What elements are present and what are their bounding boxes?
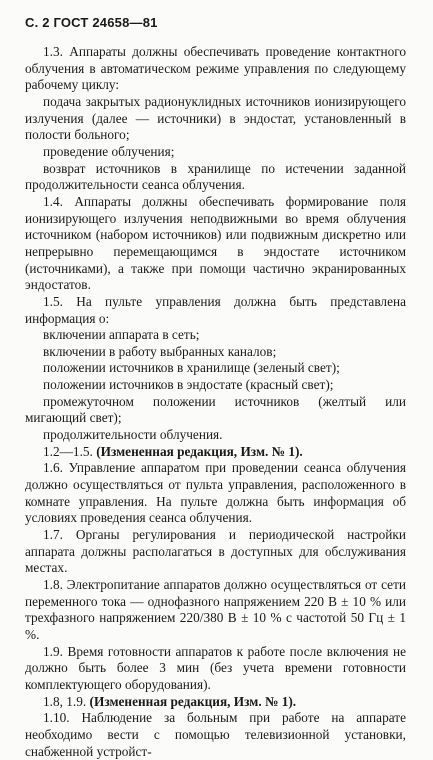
amendment-note-2	[25, 694, 406, 711]
paragraph-cycle-step-2: проведение облучения;	[43, 143, 175, 159]
paragraph-info-1: включении аппарата в сеть;	[43, 327, 200, 343]
paragraph-1-4: 1.4. Аппараты должны обеспечивать формирование поля ионизирующего излучения неподвижными во время облучения источником (набором источников) или подвижным дискретно или непрерывно перемещающимся в эндостате источником (источниками), а также при помощи частично экранированных эндостатов.	[25, 193, 406, 293]
page-header: С. 2 ГОСТ 24658—81	[25, 15, 158, 30]
amendment-range: 1.8, 1.9.	[43, 693, 90, 709]
paragraph-info-4: положении источников в эндостате (красный свет);	[43, 377, 334, 393]
paragraph-1-3: 1.3. Аппараты должны обеспечивать проведение контактного облучения в автоматическом режиме управления по следующему рабочему циклу:	[25, 44, 406, 93]
paragraph-1-10: 1.10. Наблюдение за больным при работе на аппарате необходимо вести с помощью телевизионной установки, снабженной устройст-	[25, 710, 406, 759]
paragraph-info-6: продолжительности облучения.	[43, 427, 223, 443]
amendment-label: (Измененная редакция, Изм. № 1).	[89, 693, 297, 709]
amendment-note-2-text	[43, 694, 296, 709]
paragraph-cycle-step-1: подача закрытых радионуклидных источников ионизирующего излучения (далее — источники) в эндостат, установленный в полости больного;	[25, 93, 406, 143]
paragraph-info-2: включении в работу выбранных каналов;	[43, 343, 277, 359]
paragraph-1-6: 1.6. Управление аппаратом при проведении сеанса облучения должно осуществляться от пульта управления, расположенного в комнате управления. На пульте должна быть информация об условиях проведения сеанса облучения.	[25, 460, 406, 526]
paragraph-1-5: 1.5. На пульте управления должна быть представлена информация о:	[25, 293, 406, 326]
paragraph-cycle-step-3: возврат источников в хранилище по истечении заданной продолжительности сеанса облучения.	[25, 160, 406, 193]
paragraph-1-8: 1.8. Электропитание аппаратов должно осуществляться от сети переменного тока — однофазного напряжением 220 В ± 10 % или трехфазного напряжением 220/380 В ± 10 % с частотой 50 Гц ± 1 %.	[25, 577, 406, 642]
paragraph-1-9: 1.9. Время готовности аппаратов к работе после включения не должно быть более 3 мин (без учета времени готовности комплектующего оборудования).	[25, 643, 406, 692]
paragraph-info-5: промежуточном положении источников (желтый или мигающий свет);	[25, 393, 406, 426]
paragraph-info-3: положении источников в хранилище (зеленый свет);	[43, 360, 340, 376]
amendment-note-1	[25, 444, 406, 461]
amendment-label: (Измененная редакция, Изм. № 1).	[96, 443, 303, 459]
amendment-range: 1.2—1.5.	[43, 443, 97, 459]
paragraph-1-7: 1.7. Органы регулирования и периодической настройки аппарата должны располагаться в доступных для обслуживания местах.	[25, 527, 406, 576]
amendment-note-1-text	[43, 444, 303, 459]
